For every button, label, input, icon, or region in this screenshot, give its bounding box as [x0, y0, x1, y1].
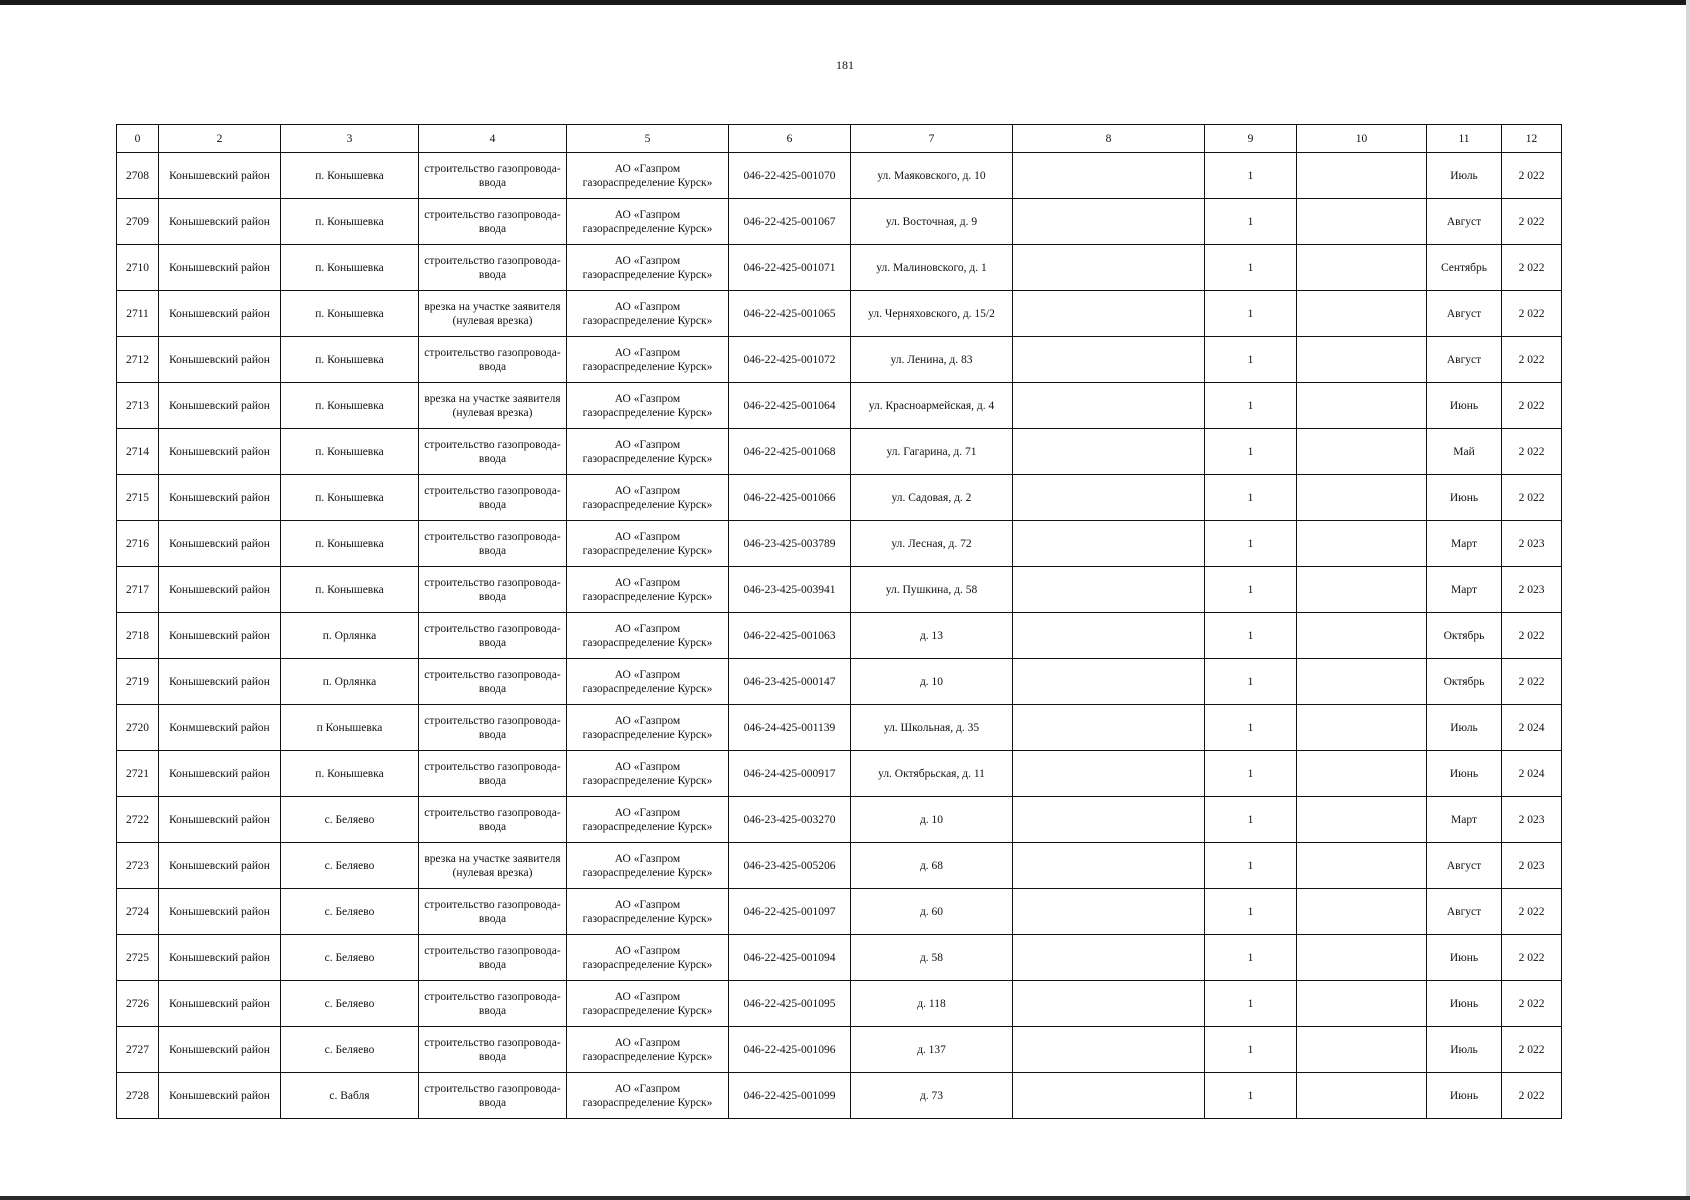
cell-year: 2 022 [1502, 245, 1562, 291]
cell-row-number: 2718 [117, 613, 159, 659]
cell-month: Март [1427, 521, 1502, 567]
cell-organization: АО «Газпром газораспределение Курск» [567, 153, 729, 199]
cell-row-number: 2714 [117, 429, 159, 475]
cell-year: 2 022 [1502, 1073, 1562, 1119]
cell-district: Конышевский район [159, 981, 281, 1027]
cell-settlement: п Конышевка [281, 705, 419, 751]
cell-month: Август [1427, 337, 1502, 383]
cell-year: 2 022 [1502, 383, 1562, 429]
cell-quantity: 1 [1205, 567, 1297, 613]
cell-organization: АО «Газпром газораспределение Курск» [567, 245, 729, 291]
cell-column-10 [1297, 291, 1427, 337]
cell-row-number: 2722 [117, 797, 159, 843]
cell-column-8 [1013, 153, 1205, 199]
cell-row-number: 2720 [117, 705, 159, 751]
cell-column-8 [1013, 797, 1205, 843]
cell-settlement: п. Конышевка [281, 429, 419, 475]
cell-column-10 [1297, 383, 1427, 429]
cell-row-number: 2715 [117, 475, 159, 521]
header-application-number: 6 [729, 125, 851, 153]
cell-address: д. 10 [851, 797, 1013, 843]
cell-district: Конышевский район [159, 199, 281, 245]
cell-month: Август [1427, 843, 1502, 889]
cell-application-number: 046-22-425-001068 [729, 429, 851, 475]
table-row [117, 475, 1562, 521]
cell-month: Март [1427, 797, 1502, 843]
cell-month: Июнь [1427, 935, 1502, 981]
cell-application-number: 046-23-425-003789 [729, 521, 851, 567]
cell-column-10 [1297, 797, 1427, 843]
cell-column-8 [1013, 199, 1205, 245]
cell-work-type: строительство газопровода-ввода [419, 613, 567, 659]
cell-quantity: 1 [1205, 475, 1297, 521]
cell-row-number: 2726 [117, 981, 159, 1027]
cell-column-10 [1297, 751, 1427, 797]
cell-year: 2 023 [1502, 567, 1562, 613]
cell-organization: АО «Газпром газораспределение Курск» [567, 705, 729, 751]
cell-quantity: 1 [1205, 659, 1297, 705]
cell-organization: АО «Газпром газораспределение Курск» [567, 291, 729, 337]
cell-district: Конышевский район [159, 613, 281, 659]
cell-application-number: 046-22-425-001063 [729, 613, 851, 659]
cell-settlement: п. Конышевка [281, 245, 419, 291]
table-row [117, 245, 1562, 291]
cell-column-8 [1013, 521, 1205, 567]
cell-column-8 [1013, 1027, 1205, 1073]
table-row [117, 751, 1562, 797]
cell-year: 2 022 [1502, 291, 1562, 337]
header-district: 2 [159, 125, 281, 153]
cell-application-number: 046-24-425-000917 [729, 751, 851, 797]
cell-settlement: с. Беляево [281, 1027, 419, 1073]
cell-column-8 [1013, 337, 1205, 383]
cell-quantity: 1 [1205, 337, 1297, 383]
cell-year: 2 022 [1502, 981, 1562, 1027]
page-number: 181 [836, 58, 854, 72]
cell-column-10 [1297, 245, 1427, 291]
cell-work-type: врезка на участке заявителя (нулевая врезка) [419, 383, 567, 429]
cell-column-10 [1297, 475, 1427, 521]
cell-column-10 [1297, 567, 1427, 613]
cell-district: Конышевский район [159, 1027, 281, 1073]
cell-organization: АО «Газпром газораспределение Курск» [567, 199, 729, 245]
cell-district: Конышевский район [159, 153, 281, 199]
cell-work-type: строительство газопровода-ввода [419, 337, 567, 383]
cell-row-number: 2719 [117, 659, 159, 705]
cell-quantity: 1 [1205, 751, 1297, 797]
cell-year: 2 024 [1502, 751, 1562, 797]
cell-quantity: 1 [1205, 613, 1297, 659]
cell-year: 2 022 [1502, 935, 1562, 981]
cell-month: Июнь [1427, 383, 1502, 429]
cell-application-number: 046-22-425-001099 [729, 1073, 851, 1119]
cell-year: 2 022 [1502, 475, 1562, 521]
cell-column-8 [1013, 613, 1205, 659]
cell-column-10 [1297, 843, 1427, 889]
cell-column-10 [1297, 613, 1427, 659]
header-settlement: 3 [281, 125, 419, 153]
cell-quantity: 1 [1205, 1073, 1297, 1119]
table-row [117, 981, 1562, 1027]
cell-month: Август [1427, 291, 1502, 337]
cell-row-number: 2723 [117, 843, 159, 889]
cell-row-number: 2712 [117, 337, 159, 383]
table-row [117, 705, 1562, 751]
header-column-8: 8 [1013, 125, 1205, 153]
header-quantity: 9 [1205, 125, 1297, 153]
cell-work-type: строительство газопровода-ввода [419, 521, 567, 567]
header-address: 7 [851, 125, 1013, 153]
table-row [117, 383, 1562, 429]
table-row [117, 1027, 1562, 1073]
table-row [117, 521, 1562, 567]
cell-quantity: 1 [1205, 383, 1297, 429]
cell-district: Конышевский район [159, 797, 281, 843]
cell-work-type: строительство газопровода-ввода [419, 1027, 567, 1073]
table-row [117, 659, 1562, 705]
cell-application-number: 046-22-425-001071 [729, 245, 851, 291]
cell-settlement: п. Конышевка [281, 521, 419, 567]
cell-address: ул. Октябрьская, д. 11 [851, 751, 1013, 797]
cell-organization: АО «Газпром газораспределение Курск» [567, 1027, 729, 1073]
cell-address: ул. Школьная, д. 35 [851, 705, 1013, 751]
cell-district: Конышевский район [159, 429, 281, 475]
cell-quantity: 1 [1205, 889, 1297, 935]
cell-address: ул. Пушкина, д. 58 [851, 567, 1013, 613]
cell-month: Октябрь [1427, 659, 1502, 705]
cell-row-number: 2710 [117, 245, 159, 291]
cell-settlement: п. Орлянка [281, 659, 419, 705]
cell-district: Конышевский район [159, 475, 281, 521]
cell-work-type: строительство газопровода-ввода [419, 1073, 567, 1119]
cell-column-10 [1297, 1027, 1427, 1073]
cell-row-number: 2727 [117, 1027, 159, 1073]
table-row [117, 843, 1562, 889]
table-row [117, 889, 1562, 935]
table-row [117, 153, 1562, 199]
cell-column-10 [1297, 659, 1427, 705]
cell-application-number: 046-23-425-003941 [729, 567, 851, 613]
cell-application-number: 046-22-425-001067 [729, 199, 851, 245]
cell-application-number: 046-22-425-001066 [729, 475, 851, 521]
cell-organization: АО «Газпром газораспределение Курск» [567, 1073, 729, 1119]
cell-column-8 [1013, 935, 1205, 981]
header-organization: 5 [567, 125, 729, 153]
cell-work-type: строительство газопровода-ввода [419, 751, 567, 797]
cell-column-8 [1013, 429, 1205, 475]
table-row [117, 291, 1562, 337]
cell-organization: АО «Газпром газораспределение Курск» [567, 429, 729, 475]
cell-organization: АО «Газпром газораспределение Курск» [567, 613, 729, 659]
cell-column-8 [1013, 889, 1205, 935]
cell-month: Октябрь [1427, 613, 1502, 659]
cell-address: д. 137 [851, 1027, 1013, 1073]
cell-address: ул. Черняховского, д. 15/2 [851, 291, 1013, 337]
cell-organization: АО «Газпром газораспределение Курск» [567, 659, 729, 705]
cell-district: Конмшевский район [159, 705, 281, 751]
header-column-10: 10 [1297, 125, 1427, 153]
cell-work-type: строительство газопровода-ввода [419, 245, 567, 291]
cell-work-type: строительство газопровода-ввода [419, 153, 567, 199]
cell-work-type: строительство газопровода-ввода [419, 429, 567, 475]
cell-column-10 [1297, 889, 1427, 935]
cell-month: Июнь [1427, 1073, 1502, 1119]
cell-quantity: 1 [1205, 199, 1297, 245]
cell-district: Конышевский район [159, 659, 281, 705]
cell-year: 2 022 [1502, 659, 1562, 705]
cell-organization: АО «Газпром газораспределение Курск» [567, 383, 729, 429]
cell-month: Июнь [1427, 981, 1502, 1027]
cell-row-number: 2721 [117, 751, 159, 797]
cell-month: Сентябрь [1427, 245, 1502, 291]
cell-row-number: 2713 [117, 383, 159, 429]
cell-work-type: врезка на участке заявителя (нулевая врезка) [419, 843, 567, 889]
cell-column-10 [1297, 1073, 1427, 1119]
cell-district: Конышевский район [159, 337, 281, 383]
cell-quantity: 1 [1205, 1027, 1297, 1073]
cell-column-8 [1013, 705, 1205, 751]
cell-column-10 [1297, 153, 1427, 199]
cell-organization: АО «Газпром газораспределение Курск» [567, 337, 729, 383]
cell-organization: АО «Газпром газораспределение Курск» [567, 567, 729, 613]
cell-year: 2 022 [1502, 613, 1562, 659]
cell-address: ул. Гагарина, д. 71 [851, 429, 1013, 475]
cell-organization: АО «Газпром газораспределение Курск» [567, 751, 729, 797]
cell-settlement: с. Беляево [281, 981, 419, 1027]
cell-month: Март [1427, 567, 1502, 613]
cell-month: Август [1427, 199, 1502, 245]
cell-column-8 [1013, 843, 1205, 889]
cell-month: Июнь [1427, 475, 1502, 521]
cell-application-number: 046-22-425-001064 [729, 383, 851, 429]
cell-settlement: п. Конышевка [281, 337, 419, 383]
cell-application-number: 046-22-425-001096 [729, 1027, 851, 1073]
cell-address: д. 60 [851, 889, 1013, 935]
cell-month: Август [1427, 889, 1502, 935]
cell-district: Конышевский район [159, 843, 281, 889]
cell-year: 2 024 [1502, 705, 1562, 751]
header-row-number: 0 [117, 125, 159, 153]
cell-settlement: с. Беляево [281, 935, 419, 981]
cell-column-10 [1297, 199, 1427, 245]
cell-work-type: строительство газопровода-ввода [419, 567, 567, 613]
cell-quantity: 1 [1205, 429, 1297, 475]
cell-settlement: п. Конышевка [281, 383, 419, 429]
table-row [117, 199, 1562, 245]
cell-settlement: с. Беляево [281, 797, 419, 843]
cell-settlement: п. Конышевка [281, 567, 419, 613]
cell-column-8 [1013, 245, 1205, 291]
cell-address: д. 68 [851, 843, 1013, 889]
header-work-type: 4 [419, 125, 567, 153]
cell-year: 2 022 [1502, 199, 1562, 245]
cell-quantity: 1 [1205, 981, 1297, 1027]
cell-quantity: 1 [1205, 521, 1297, 567]
cell-address: ул. Ленина, д. 83 [851, 337, 1013, 383]
cell-column-8 [1013, 291, 1205, 337]
cell-column-8 [1013, 751, 1205, 797]
cell-month: Июль [1427, 705, 1502, 751]
cell-column-8 [1013, 1073, 1205, 1119]
cell-settlement: с. Беляево [281, 889, 419, 935]
cell-quantity: 1 [1205, 245, 1297, 291]
cell-address: д. 73 [851, 1073, 1013, 1119]
cell-application-number: 046-24-425-001139 [729, 705, 851, 751]
cell-application-number: 046-22-425-001065 [729, 291, 851, 337]
cell-row-number: 2716 [117, 521, 159, 567]
cell-application-number: 046-23-425-000147 [729, 659, 851, 705]
cell-address: д. 58 [851, 935, 1013, 981]
cell-quantity: 1 [1205, 291, 1297, 337]
table-row [117, 613, 1562, 659]
table-row [117, 797, 1562, 843]
scan-edge-top [0, 0, 1690, 5]
cell-row-number: 2708 [117, 153, 159, 199]
cell-quantity: 1 [1205, 843, 1297, 889]
cell-organization: АО «Газпром газораспределение Курск» [567, 981, 729, 1027]
cell-column-10 [1297, 429, 1427, 475]
cell-address: ул. Красноармейская, д. 4 [851, 383, 1013, 429]
cell-quantity: 1 [1205, 935, 1297, 981]
cell-work-type: строительство газопровода-ввода [419, 199, 567, 245]
cell-year: 2 022 [1502, 889, 1562, 935]
cell-address: ул. Лесная, д. 72 [851, 521, 1013, 567]
cell-organization: АО «Газпром газораспределение Курск» [567, 935, 729, 981]
cell-work-type: строительство газопровода-ввода [419, 475, 567, 521]
cell-column-8 [1013, 475, 1205, 521]
header-year: 12 [1502, 125, 1562, 153]
cell-work-type: строительство газопровода-ввода [419, 981, 567, 1027]
cell-district: Конышевский район [159, 383, 281, 429]
cell-quantity: 1 [1205, 153, 1297, 199]
cell-district: Конышевский район [159, 521, 281, 567]
cell-district: Конышевский район [159, 751, 281, 797]
cell-settlement: п. Конышевка [281, 291, 419, 337]
cell-work-type: врезка на участке заявителя (нулевая врезка) [419, 291, 567, 337]
cell-application-number: 046-23-425-005206 [729, 843, 851, 889]
cell-organization: АО «Газпром газораспределение Курск» [567, 889, 729, 935]
cell-column-10 [1297, 705, 1427, 751]
table-row [117, 567, 1562, 613]
cell-year: 2 022 [1502, 153, 1562, 199]
cell-address: ул. Маяковского, д. 10 [851, 153, 1013, 199]
registry-table [116, 124, 1562, 1119]
cell-column-10 [1297, 521, 1427, 567]
cell-quantity: 1 [1205, 797, 1297, 843]
table-row [117, 429, 1562, 475]
cell-work-type: строительство газопровода-ввода [419, 935, 567, 981]
cell-row-number: 2717 [117, 567, 159, 613]
cell-row-number: 2724 [117, 889, 159, 935]
table-row [117, 1073, 1562, 1119]
cell-column-10 [1297, 935, 1427, 981]
cell-settlement: п. Конышевка [281, 751, 419, 797]
cell-address: д. 13 [851, 613, 1013, 659]
cell-settlement: п. Конышевка [281, 153, 419, 199]
cell-settlement: с. Вабля [281, 1073, 419, 1119]
cell-column-8 [1013, 659, 1205, 705]
cell-work-type: строительство газопровода-ввода [419, 889, 567, 935]
cell-address: ул. Восточная, д. 9 [851, 199, 1013, 245]
cell-column-8 [1013, 383, 1205, 429]
scan-edge-right [1686, 0, 1690, 1200]
cell-year: 2 022 [1502, 1027, 1562, 1073]
cell-district: Конышевский район [159, 245, 281, 291]
cell-organization: АО «Газпром газораспределение Курск» [567, 843, 729, 889]
cell-address: д. 10 [851, 659, 1013, 705]
cell-district: Конышевский район [159, 935, 281, 981]
cell-address: д. 118 [851, 981, 1013, 1027]
scan-edge-bottom [0, 1196, 1690, 1200]
cell-application-number: 046-22-425-001070 [729, 153, 851, 199]
cell-settlement: п. Конышевка [281, 475, 419, 521]
cell-work-type: строительство газопровода-ввода [419, 659, 567, 705]
cell-settlement: п. Орлянка [281, 613, 419, 659]
cell-address: ул. Малиновского, д. 1 [851, 245, 1013, 291]
cell-row-number: 2711 [117, 291, 159, 337]
cell-organization: АО «Газпром газораспределение Курск» [567, 521, 729, 567]
cell-district: Конышевский район [159, 1073, 281, 1119]
cell-work-type: строительство газопровода-ввода [419, 797, 567, 843]
cell-year: 2 022 [1502, 337, 1562, 383]
cell-month: Июль [1427, 1027, 1502, 1073]
cell-application-number: 046-23-425-003270 [729, 797, 851, 843]
cell-year: 2 023 [1502, 521, 1562, 567]
cell-year: 2 022 [1502, 429, 1562, 475]
cell-application-number: 046-22-425-001072 [729, 337, 851, 383]
table-row [117, 935, 1562, 981]
table-row [117, 337, 1562, 383]
cell-month: Июнь [1427, 751, 1502, 797]
cell-year: 2 023 [1502, 797, 1562, 843]
cell-settlement: с. Беляево [281, 843, 419, 889]
cell-column-10 [1297, 981, 1427, 1027]
cell-application-number: 046-22-425-001097 [729, 889, 851, 935]
cell-month: Май [1427, 429, 1502, 475]
cell-organization: АО «Газпром газораспределение Курск» [567, 475, 729, 521]
cell-column-8 [1013, 567, 1205, 613]
cell-organization: АО «Газпром газораспределение Курск» [567, 797, 729, 843]
cell-row-number: 2728 [117, 1073, 159, 1119]
cell-quantity: 1 [1205, 705, 1297, 751]
cell-column-8 [1013, 981, 1205, 1027]
cell-column-10 [1297, 337, 1427, 383]
cell-row-number: 2725 [117, 935, 159, 981]
table-body [117, 153, 1562, 1119]
cell-year: 2 023 [1502, 843, 1562, 889]
cell-settlement: п. Конышевка [281, 199, 419, 245]
cell-row-number: 2709 [117, 199, 159, 245]
cell-district: Конышевский район [159, 291, 281, 337]
cell-address: ул. Садовая, д. 2 [851, 475, 1013, 521]
cell-application-number: 046-22-425-001094 [729, 935, 851, 981]
cell-district: Конышевский район [159, 889, 281, 935]
cell-work-type: строительство газопровода-ввода [419, 705, 567, 751]
header-month: 11 [1427, 125, 1502, 153]
cell-application-number: 046-22-425-001095 [729, 981, 851, 1027]
header-row [117, 125, 1562, 153]
cell-district: Конышевский район [159, 567, 281, 613]
cell-month: Июль [1427, 153, 1502, 199]
